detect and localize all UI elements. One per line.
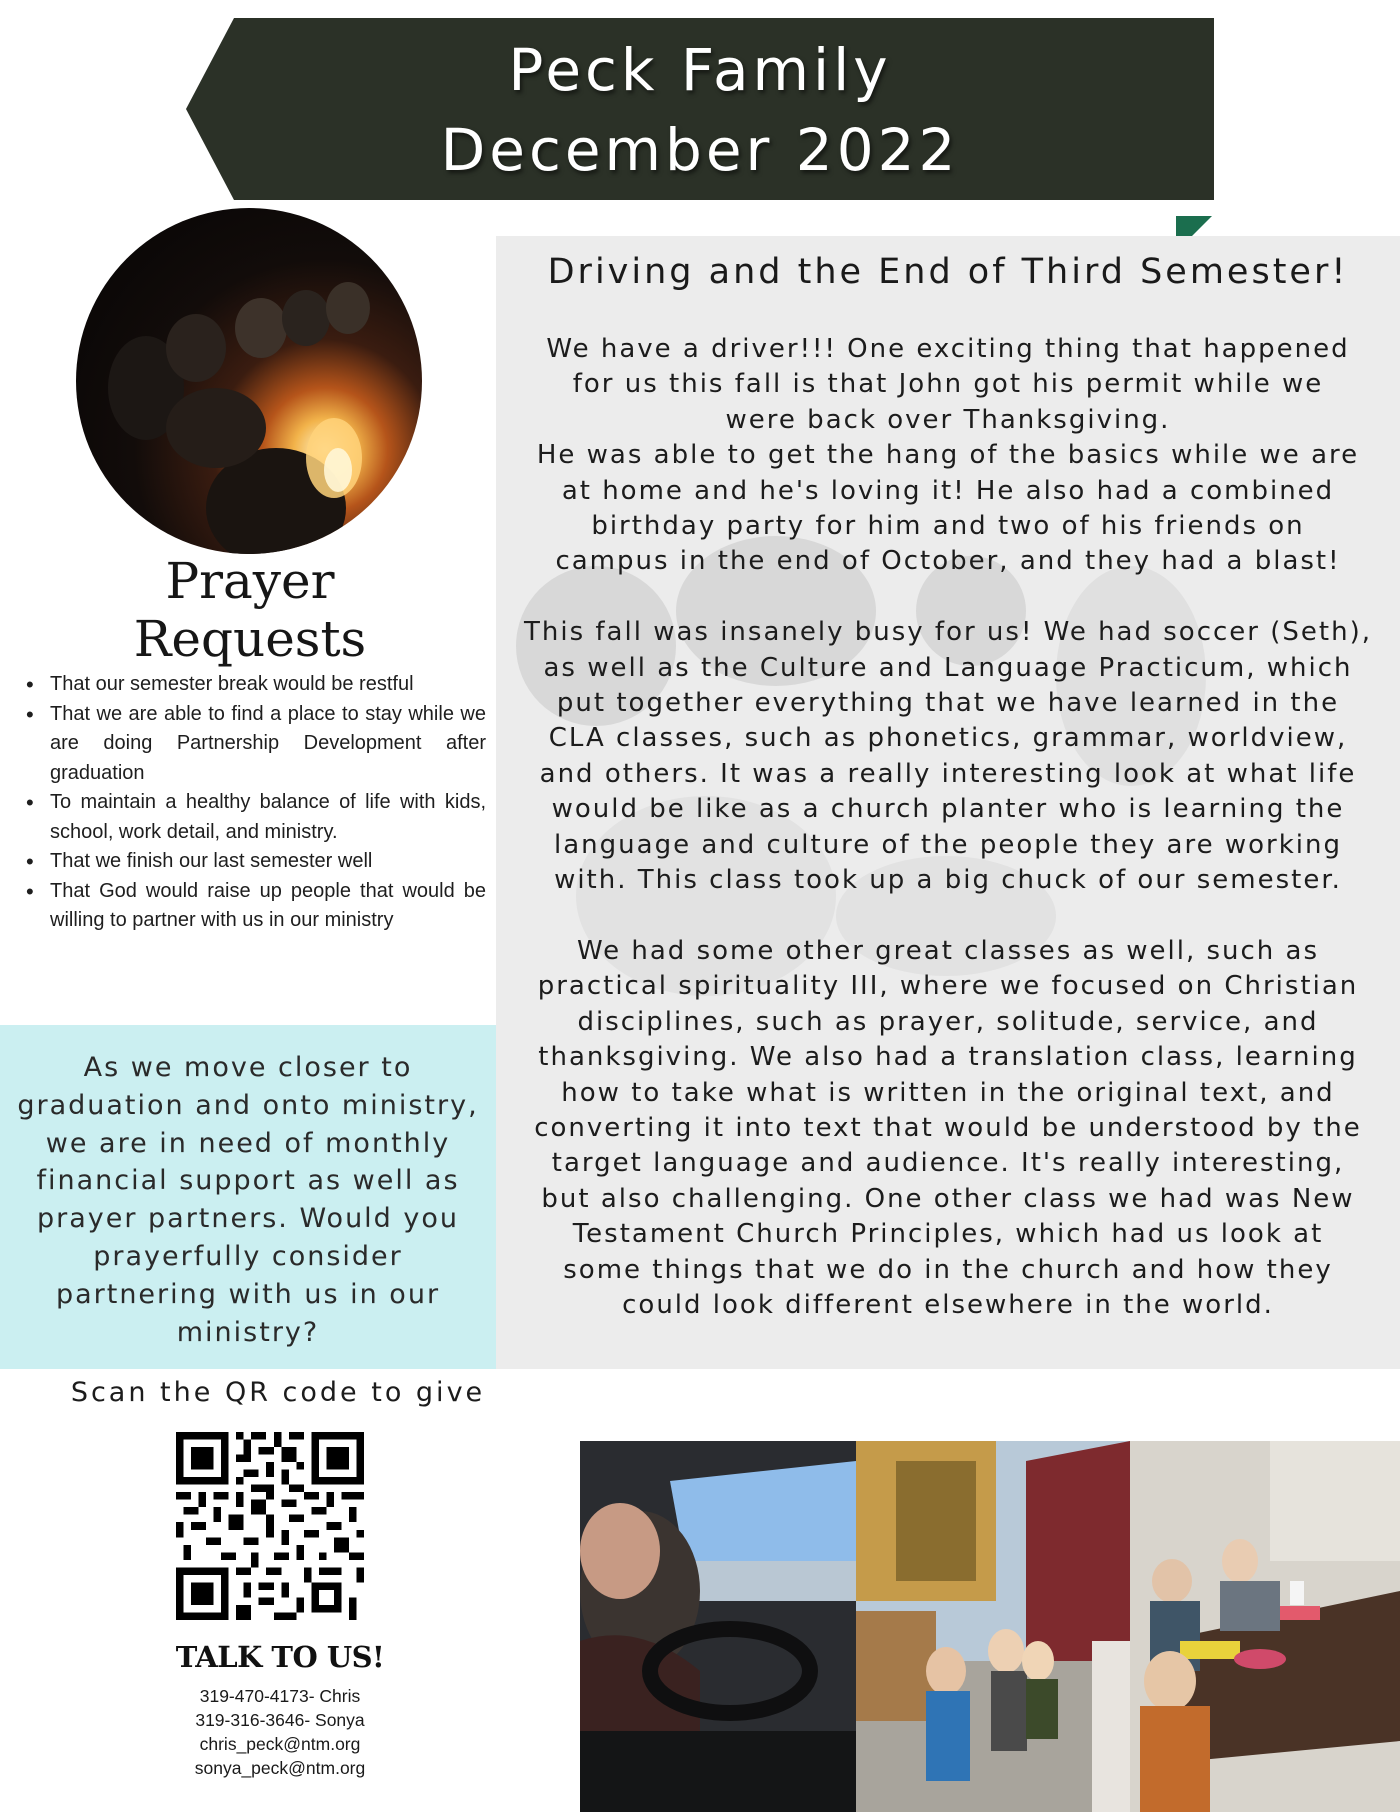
article-title: Driving and the End of Third Semester! — [547, 252, 1349, 292]
text-line: CLA classes, such as phonetics, grammar, worldview, — [548, 723, 1348, 754]
prayer-requests-heading — [60, 552, 440, 668]
text-line: thanksgiving. We also had a translation class, learning — [538, 1042, 1358, 1073]
list-item: • That God would raise up people that would be willing to partner with us in our ministry — [22, 877, 486, 936]
text-line: with. This class took up a big chuck of our semester. — [554, 865, 1342, 896]
text-line: would be like as a church planter who is learning the — [551, 794, 1345, 825]
list-item: • That we are able to find a place to stay while we are doing Partnership Development after graduation — [22, 700, 486, 789]
text-line: but also challenging. One other class we had was New — [541, 1183, 1355, 1214]
email-chris[interactable]: chris_peck@ntm.org — [199, 1734, 361, 1754]
qr-code-icon[interactable] — [176, 1432, 364, 1620]
text-line: for us this fall is that John got his permit while we — [572, 369, 1324, 400]
support-line: prayer partners. Would you — [36, 1203, 460, 1235]
text-line: He was able to get the hang of the basics while we are — [536, 440, 1360, 471]
outdoor-kids-photo — [856, 1441, 1130, 1812]
text-line: at home and he's loving it! He also had a combined — [561, 475, 1335, 506]
text-line: put together everything that we have learned in the — [556, 688, 1340, 719]
text-line: target language and audience. It's really interesting, — [551, 1148, 1345, 1179]
title-line-1: Peck Family — [508, 36, 892, 104]
phone-sonya[interactable]: 319-316-3646- Sonya — [195, 1710, 365, 1730]
support-line: we are in need of monthly — [45, 1127, 451, 1159]
text-line: campus in the end of October, and they had a blast! — [555, 546, 1341, 577]
support-line: financial support as well as — [36, 1165, 460, 1197]
text-line: as well as the Culture and Language Practicum, which — [543, 652, 1353, 683]
text-line: We had some other great classes as well, such as — [576, 935, 1320, 966]
list-item: • To maintain a healthy balance of life with kids, school, work detail, and ministry. — [22, 788, 486, 847]
driving-photo — [580, 1441, 856, 1812]
text-line: birthday party for him and two of his friends on — [591, 511, 1305, 542]
text-line: were back over Thanksgiving. — [725, 404, 1171, 435]
qr-caption: Scan the QR code to give — [70, 1377, 486, 1408]
talk-to-us-heading: TALK TO US! — [175, 1640, 385, 1674]
support-line: partnering with us in our — [55, 1278, 441, 1310]
support-line: As we move closer to — [83, 1052, 413, 1083]
family-dinner-image — [1130, 1441, 1400, 1812]
prayer-heading-line-1: Prayer — [165, 552, 335, 610]
title-line-2: December 2022 — [440, 116, 960, 184]
header-banner — [186, 18, 1214, 236]
car-interior-image — [580, 1441, 856, 1812]
prayer-heading-line-2: Requests — [133, 610, 367, 668]
campfire-photo — [76, 208, 422, 554]
article-paragraph — [496, 934, 1400, 1323]
support-line: ministry? — [176, 1316, 320, 1348]
text-line: converting it into text that would be understood by the — [534, 1112, 1362, 1143]
text-line: how to take what is written in the original text, and — [561, 1077, 1335, 1108]
phone-chris[interactable]: 319-470-4173- Chris — [199, 1686, 361, 1706]
text-line: some things that we do in the church and how they — [563, 1254, 1333, 1285]
text-line: We have a driver!!! One exciting thing that happened — [546, 334, 1350, 364]
text-line: disciplines, such as prayer, solitude, service, and — [577, 1006, 1319, 1037]
text-line: could look different elsewhere in the world. — [622, 1289, 1274, 1320]
support-line: prayerfully consider — [93, 1240, 403, 1272]
text-line: Testament Church Principles, which had us look at — [572, 1219, 1324, 1250]
article-paragraph — [496, 615, 1400, 898]
main-article — [496, 236, 1400, 1369]
article-paragraph — [496, 332, 1400, 580]
support-line: graduation and onto ministry, — [17, 1089, 479, 1121]
text-line: language and culture of the people they are working — [554, 829, 1342, 860]
email-sonya[interactable]: sonya_peck@ntm.org — [194, 1758, 366, 1778]
prayer-requests-list — [22, 670, 486, 936]
article-body — [496, 332, 1400, 1359]
kids-outside-image — [856, 1441, 1130, 1812]
text-line: This fall was insanely busy for us! We had soccer (Seth), — [524, 617, 1372, 648]
campfire-scene-image — [76, 208, 422, 554]
text-line: and others. It was a really interesting look at what life — [539, 758, 1357, 789]
page-title — [186, 30, 1214, 190]
support-appeal-box — [0, 1025, 496, 1369]
list-item: • That we finish our last semester well — [22, 847, 486, 877]
text-line: practical spirituality III, where we focused on Christian — [537, 971, 1359, 1002]
dinner-table-photo — [1130, 1441, 1400, 1812]
list-item: • That our semester break would be restful — [22, 670, 486, 700]
